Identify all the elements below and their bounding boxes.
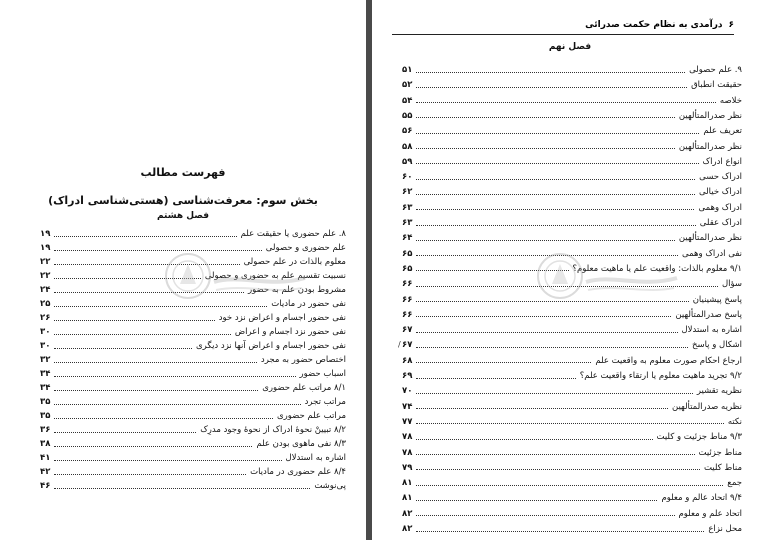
toc-entry xyxy=(40,228,346,240)
dot-leader xyxy=(416,378,575,379)
dot-leader xyxy=(416,225,695,226)
toc-entry-page: ۷۴ xyxy=(402,401,413,412)
toc-entry xyxy=(402,125,742,137)
toc-entry-label: نفی ادراک وهمی xyxy=(682,248,742,259)
toc-entry-label: ادراک وهمی xyxy=(698,202,742,213)
dot-leader xyxy=(54,474,246,475)
toc-entry-label: پاسخ پیشینیان xyxy=(692,294,742,305)
toc-entry-label: نکته xyxy=(727,416,742,427)
toc-entry-label: نفی حضور اجسام و اعراض نزد خود xyxy=(218,313,346,323)
toc-entry xyxy=(402,401,742,413)
toc-entry-label: ۹/۱ معلوم بالذات: واقعیت علم یا ماهیت معلوم؟ xyxy=(572,263,742,274)
toc-entry-label: ۹/۴ اتحاد عالم و معلوم xyxy=(661,493,742,504)
dot-leader xyxy=(416,133,699,134)
dot-leader xyxy=(416,332,677,333)
chapter-title: فصل نهم xyxy=(548,42,592,52)
toc-entry xyxy=(402,370,742,382)
toc-entry-page: ۳۰ xyxy=(40,327,51,337)
dot-leader xyxy=(416,102,716,103)
toc-entry xyxy=(402,339,742,351)
toc-entry xyxy=(402,324,742,336)
toc-entry xyxy=(402,355,742,367)
dot-leader xyxy=(416,117,675,118)
dot-leader xyxy=(416,454,694,455)
toc-entry xyxy=(402,523,742,535)
toc-entry-label: مراتب علم حضوری xyxy=(276,411,346,421)
toc-entry-page: ۱۹ xyxy=(40,243,51,253)
toc-entry-label: نسبیت تقسیم علم به حضوری و حصولی xyxy=(204,271,346,281)
dot-leader xyxy=(54,446,252,447)
dot-leader xyxy=(54,432,196,433)
dot-leader xyxy=(416,72,685,73)
toc-entry-label: ۹. علم حصولی xyxy=(689,65,742,75)
toc-entry-page: ۳۵ xyxy=(40,397,51,407)
toc-entry-page: ۳۴ xyxy=(40,369,51,379)
toc-entry-label: ۸/۳ نفی ماهوی بودن علم xyxy=(256,439,346,449)
toc-entry-page: ۶۸ xyxy=(402,355,413,366)
dot-leader xyxy=(416,515,674,516)
toc-entry-page: ۶۷ xyxy=(402,340,413,351)
toc-entry-label: ۹/۲ تجرید ماهیت معلوم یا ارتقاء واقعیت علم؟ xyxy=(579,371,742,381)
toc-entry-label: اتحاد علم و معلوم xyxy=(678,508,742,519)
toc-entry-page: ۶۷ xyxy=(402,325,413,336)
toc-entry-label: ۸/۴ علم حضوری در ماديات xyxy=(250,467,346,477)
dot-leader xyxy=(54,488,310,489)
toc-entry xyxy=(40,438,346,450)
toc-entry xyxy=(402,141,742,153)
toc-title: فهرست مطالب xyxy=(140,166,226,179)
dot-leader xyxy=(416,439,652,440)
toc-entry xyxy=(402,492,742,504)
toc-entry xyxy=(402,508,742,520)
toc-entry-page: ۵۴ xyxy=(402,95,413,106)
toc-entry-label: پی‌نوشت xyxy=(314,481,346,491)
toc-entry-page: ۶۵ xyxy=(402,263,413,274)
running-title: درآمدی به نظام حکمت صدرائی xyxy=(585,20,723,30)
page-number: ۶ xyxy=(728,20,734,30)
toc-entry xyxy=(40,480,346,492)
toc-entry xyxy=(402,110,742,122)
toc-entry-label: ادراک عقلی xyxy=(699,218,742,228)
toc-entry-page: ۳۰ xyxy=(40,341,51,351)
toc-entry xyxy=(402,447,742,459)
toc-entry-page: ۶۲ xyxy=(402,187,413,198)
toc-entry xyxy=(40,312,346,324)
toc-entry xyxy=(402,309,742,321)
toc-entry-page: ۶۳ xyxy=(402,202,413,213)
toc-entry-label: ادراک خیالی xyxy=(698,187,742,198)
dot-leader xyxy=(416,240,675,241)
toc-entry-label: علم حضوری و حصولی xyxy=(265,243,346,253)
toc-entry-label: مناط کلیت xyxy=(703,462,742,473)
toc-entry-label: سؤال xyxy=(721,279,742,290)
watermark-logo xyxy=(532,248,682,306)
toc-entry xyxy=(402,95,742,107)
toc-entry xyxy=(402,232,742,244)
toc-entry-label: ارجاع احکام صورت معلوم به واقعیت علم xyxy=(595,355,742,366)
dot-leader xyxy=(416,423,723,424)
dot-leader xyxy=(54,320,214,321)
toc-entry xyxy=(402,477,742,489)
toc-entry xyxy=(402,186,742,198)
toc-entry xyxy=(402,416,742,428)
toc-entry-page: ۶۶ xyxy=(402,279,413,290)
toc-entry-page: ۲۲ xyxy=(40,271,51,281)
margin-mark: / xyxy=(398,340,401,349)
toc-entry-page: ۸۱ xyxy=(402,478,413,489)
toc-entry-label: اشکال و پاسخ xyxy=(691,340,742,351)
toc-entry-label: ۹/۳ مناط جزئیت و کلیت xyxy=(656,432,742,443)
toc-entry xyxy=(40,326,346,338)
dot-leader xyxy=(416,316,671,317)
right-page xyxy=(372,0,768,540)
dot-leader xyxy=(54,236,236,237)
dot-leader xyxy=(416,209,694,210)
toc-entry-page: ۷۷ xyxy=(402,416,413,427)
toc-entry-page: ۴۶ xyxy=(40,481,51,491)
toc-entry-page: ۵۵ xyxy=(402,110,413,121)
toc-entry-label: ۸/۲ تبیینْ نحوهٔ ادراک از نحوهٔ وجود مدرِک xyxy=(200,425,346,435)
toc-entry-page: ۶۴ xyxy=(402,233,413,244)
toc-entry-page: ۳۴ xyxy=(40,383,51,393)
toc-entry-page: ۴۲ xyxy=(40,467,51,477)
toc-entry-page: ۷۹ xyxy=(402,462,413,473)
toc-entry xyxy=(402,64,742,76)
toc-entry xyxy=(402,156,742,168)
toc-entry-label: اشاره به استدلال xyxy=(681,325,742,336)
toc-entry-page: ۵۶ xyxy=(402,126,413,137)
toc-entry-page: ۲۶ xyxy=(40,313,51,323)
dot-leader xyxy=(416,500,657,501)
toc-entry xyxy=(40,424,346,436)
toc-entry-label: اسباب حضور xyxy=(299,369,346,379)
toc-entry-label: اختصاص حضور به مجرد xyxy=(260,355,346,365)
toc-entry-label: پاسخ صدرالمتألهین xyxy=(675,309,742,320)
toc-entry-label: ۸/۱ مراتب علم حضوری xyxy=(262,383,346,393)
toc-entry-page: ۸۱ xyxy=(402,493,413,504)
toc-entry-label: نظر صدرالمتألهین xyxy=(678,141,742,152)
dot-leader xyxy=(54,418,273,419)
toc-entry xyxy=(40,396,346,408)
header-rule xyxy=(392,34,734,35)
toc-entry-page: ۶۳ xyxy=(402,218,413,228)
dot-leader xyxy=(416,179,695,180)
dot-leader xyxy=(54,390,258,391)
toc-entry xyxy=(40,466,346,478)
toc-entry xyxy=(402,79,742,91)
toc-entry-label: مناط جزئیت xyxy=(698,447,742,458)
toc-entry-label: مشروط بودن علم به حضور xyxy=(248,285,346,295)
toc-entry-label: انواع ادراک xyxy=(702,156,742,167)
toc-entry-page: ۲۴ xyxy=(40,285,51,295)
toc-entry-label: معلوم بالذات در علم حصولی xyxy=(243,257,346,267)
dot-leader xyxy=(54,348,192,349)
toc-entry xyxy=(40,368,346,380)
toc-entry-label: ۸. علم حضوری یا حقیقت علم xyxy=(240,229,346,239)
toc-entry-label: اشاره به استدلال xyxy=(285,453,346,463)
dot-leader xyxy=(54,362,257,363)
dot-leader xyxy=(416,347,688,348)
toc-entry-page: ۶۵ xyxy=(402,248,413,259)
toc-entry-page: ۴۱ xyxy=(40,453,51,463)
toc-entry-page: ۸۲ xyxy=(402,524,413,534)
toc-entry-page: ۳۲ xyxy=(40,355,51,365)
toc-entry-page: ۲۲ xyxy=(40,257,51,267)
toc-entry-page: ۷۸ xyxy=(402,447,413,458)
toc-entry-label: محل نزاع xyxy=(708,524,742,534)
toc-entry-page: ۶۰ xyxy=(402,172,413,183)
dot-leader xyxy=(416,148,675,149)
toc-entry-page: ۱۹ xyxy=(40,229,51,239)
toc-entry xyxy=(402,431,742,443)
dot-leader xyxy=(54,404,300,405)
toc-entry-page: ۷۰ xyxy=(402,386,413,397)
dot-leader xyxy=(416,485,723,486)
toc-entry-page: ۶۶ xyxy=(402,309,413,320)
toc-entry xyxy=(402,217,742,229)
toc-entry xyxy=(40,382,346,394)
toc-entry xyxy=(402,385,742,397)
toc-entry xyxy=(40,452,346,464)
chapter-title: فصل هشتم xyxy=(156,211,210,221)
toc-entry-label: ادراک حسی xyxy=(699,172,742,183)
toc-entry-label: حقیقت انطباق xyxy=(691,80,742,91)
toc-entry-label: نظر صدرالمتألهین xyxy=(678,110,742,121)
toc-entry-label: نظریه تقشیر xyxy=(696,386,742,397)
dot-leader xyxy=(54,376,295,377)
dot-leader xyxy=(416,362,591,363)
toc-entry-label: مراتب تجرد xyxy=(304,397,346,407)
running-header xyxy=(392,20,734,32)
toc-entry-page: ۳۵ xyxy=(40,411,51,421)
toc-entry-page: ۳۶ xyxy=(40,425,51,435)
left-page xyxy=(0,0,366,540)
dot-leader xyxy=(416,393,692,394)
toc-entry xyxy=(40,354,346,366)
dot-leader xyxy=(416,163,698,164)
dot-leader xyxy=(416,194,695,195)
toc-entry-page: ۵۸ xyxy=(402,141,413,152)
watermark-logo xyxy=(160,248,310,306)
toc-entry-page: ۸۲ xyxy=(402,508,413,519)
toc-entry-label: جمع xyxy=(727,478,742,489)
toc-entry-page: ۵۹ xyxy=(402,156,413,167)
toc-entry-label: نفی حضور در ماديات xyxy=(271,299,346,309)
toc-entry xyxy=(40,410,346,422)
toc-entry-label: نفی حضور نزد اجسام و اعراض xyxy=(234,327,346,337)
toc-entry-label: خلاصه xyxy=(719,95,742,106)
toc-entry-label: نظر صدرالمتألهین xyxy=(678,233,742,244)
toc-entry-label: نظریه صدرالمتألهین xyxy=(671,401,742,412)
dot-leader xyxy=(416,87,687,88)
dot-leader xyxy=(54,460,281,461)
toc-entry-page: ۶۹ xyxy=(402,371,413,381)
toc-entry-page: ۷۸ xyxy=(402,432,413,443)
toc-entry-page: ۳۸ xyxy=(40,439,51,449)
toc-entry-page: ۵۲ xyxy=(402,80,413,91)
dot-leader xyxy=(54,334,230,335)
section-title: بخش سوم: معرفت‌شناسی (هستی‌شناسی ادراک) xyxy=(48,194,318,207)
toc-entry xyxy=(402,171,742,183)
dot-leader xyxy=(416,531,704,532)
toc-entry-page: ۶۶ xyxy=(402,294,413,305)
toc-entry-label: نفی حضور اجسام و اعراض آنها نزد دیگری xyxy=(196,341,346,351)
toc-entry-page: ۵۱ xyxy=(402,65,413,75)
dot-leader xyxy=(416,469,700,470)
toc-entry xyxy=(402,462,742,474)
toc-entry xyxy=(402,202,742,214)
dot-leader xyxy=(416,408,668,409)
toc-entry-page: ۲۵ xyxy=(40,299,51,309)
toc-entry-label: تعریف علم xyxy=(703,126,742,137)
toc-entry xyxy=(40,340,346,352)
